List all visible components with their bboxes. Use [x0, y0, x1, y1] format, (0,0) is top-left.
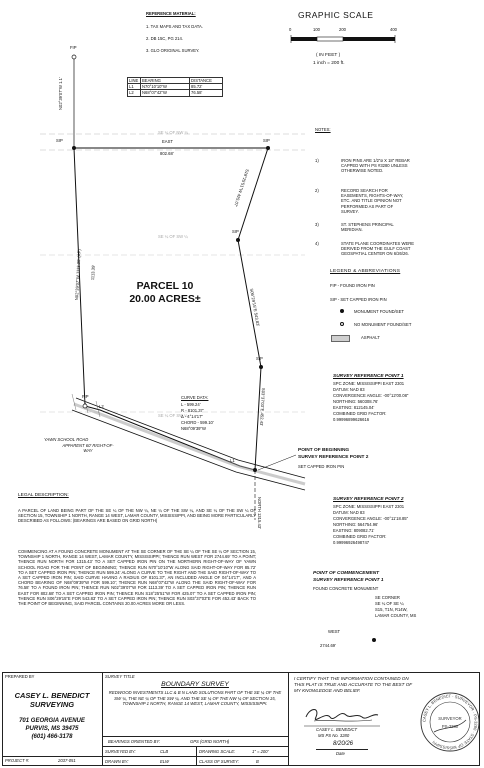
legal-heading: LEGAL DESCRIPTION: [18, 493, 69, 498]
notes-heading: NOTES: [315, 127, 331, 132]
company-sub: SURVEYING [29, 700, 75, 709]
se-corner-label: SE CORNER [375, 595, 400, 600]
srp2-line: SPC ZONE: MISSISSIPPI EAST 2301 [333, 504, 405, 509]
reference-item: 3. GLO ORIGINAL SURVEY. [146, 48, 200, 53]
legend-item: FIP - FOUND IRON PIN [330, 283, 375, 288]
sip-marker [72, 146, 76, 150]
reference-heading: REFERENCE MATERIAL: [146, 11, 196, 16]
srp2-line: DATUM: NAD 83 [333, 510, 365, 515]
date-label: Date [336, 751, 345, 756]
east-distance: 802.68' [160, 151, 174, 156]
bearings-label: BEARINGS ORIENTED BY: [108, 739, 161, 744]
title-divider [196, 746, 197, 766]
fip-marker [83, 404, 87, 408]
legend-item: NO MONUMENT FOUND/SET [354, 322, 412, 327]
note-number: 4) [315, 241, 319, 246]
fip-label: FIP [70, 45, 77, 50]
s18-label: S18°25'51"W 425.07' [233, 168, 250, 208]
fip-marker [72, 55, 76, 59]
survey-description: REDWOOD INVESTMENTS LLC & B N LAND SOLUTIONS PART OF THE SE ¼ OF THE SW ¼, THE NE ¼ OF THE SW ¼, AND THE SE ¼ OF THE NW ¼ OF SECTION 15, TOWNSHIP 1 NORTH, RANGE 14 WEST, LAMAR COUNTY, MISSISSIPPI. [108, 690, 282, 707]
scale-tick: 400 [390, 27, 397, 32]
srp2-line: 0.99996926498747 [333, 540, 370, 545]
sip-marker [236, 238, 240, 242]
section-label: SE ¼ OF NW ¼ [158, 130, 189, 135]
curve-line: N68°09'39"W [181, 426, 206, 431]
sip-label: SIP [56, 138, 63, 143]
seal-ring-text: CASEY L. BENEDICT · SURVEYOR · PS-3280 · STATE OF MISSISSIPPI [421, 693, 479, 751]
north-tie-label: NORTH 1315.43' [257, 497, 262, 529]
note-number: 3) [315, 222, 319, 227]
reference-item: 2. DB 15C, PG 214. [146, 36, 184, 41]
poc-heading-2: SURVEY REFERENCE POINT 1 [313, 578, 384, 583]
drawn-label: DRAWN BY: [105, 759, 129, 764]
prepared-by-label: PREPARED BY [5, 674, 35, 679]
srp1-line: CONVERGENCE ANGLE: -00°12'00.08" [333, 393, 409, 398]
signature-date: 8/20/26 [333, 741, 354, 747]
graphic-scale-title: GRAPHIC SCALE [298, 10, 374, 20]
srp1-line: DATUM: NAD 83 [333, 387, 365, 392]
note-text: IRON PINS ARE 1/2"ø X 18" REBAR CAPPED WITH PS #3280 UNLESS OTHERWISE NOTED. [341, 158, 410, 174]
title-divider [102, 736, 288, 737]
surveyor-name: CASEY L. BENEDICT [316, 727, 358, 732]
west-distance: 2744.69' [320, 643, 336, 648]
line-table-cell: 76.58' [190, 90, 223, 96]
pob-leader [258, 455, 296, 470]
l2-label: L2 [99, 404, 104, 409]
line-table-header: BEARING [141, 78, 190, 84]
note-text: ST. STEPHENS PRINCIPAL MERIDIAN. [341, 222, 394, 233]
srp1-line: COMBINED GRID FACTOR: [333, 411, 387, 416]
line-table-header: DISTANCE [190, 78, 223, 84]
n02-top-label: N02°39'07"W 1.1' [58, 77, 63, 110]
company-phone: (601) 466-3178 [31, 734, 73, 740]
reference-item: 1. TAX MAPS AND TAX DATA. [146, 24, 204, 29]
title-divider [102, 672, 103, 766]
sip-label: SIP [256, 356, 263, 361]
company-address-2: PURVIS, MS 39475 [25, 726, 79, 732]
legend-item: SIP - SET CAPPED IRON PIN [330, 297, 387, 302]
srp1-line: NORTHING: 560308.76' [333, 399, 379, 404]
title-divider [288, 672, 289, 766]
poc-sub: FOUND CONCRETE MONUMENT [313, 586, 379, 591]
section-label: SE ¼ OF SW ¼ [158, 234, 188, 239]
pob-heading-2: SURVEY REFERENCE POINT 2 [298, 455, 369, 460]
section-label: SE ¼ OF SW ¼ [158, 413, 188, 418]
parcel-area: 20.00 ACRES± [129, 293, 201, 305]
surveyor-signature [300, 703, 382, 729]
legal-paragraph-2: COMMENCING AT A FOUND CONCRETE MONUMENT AT THE SE CORNER OF THE SE ¼ OF THE SE ¼ OF SECTION 15, TOWNSHIP 1 NORTH, RANGE 14 WEST, LAMAR COUNTY, MISSISSIPPI; THENCE RUN WEST FOR 2744.69' TO A POINT; THENCE RUN NORTH FOR 1315.43' TO A SET CAPPED IRON PIN ON THE NORTHERN RIGHT-OF-WAY OF YAWN SCHOOL ROAD FOR THE POINT OF BEGINNING; THENCE RUN N70°10'10"W ALONG SAID RIGHT-OF-WAY FOR 85.72' TO A SET CAPPED IRON PIN; THENCE RUN 599.24' ALONG A CURVE TO THE RIGHT AND THE SAID RIGHT-OF-WAY TO A SET CAPPED IRON PIN; SAID CURVE HAVING A RADIUS OF 8101.37', AN INCLUDED ANGLE OF 04°14'17", AND A CHORD BEARING OF N68°09'39"W FOR 599.10'; THENCE RUN N68°07'42"W ALONG THE SAID RIGHT-OF-WAY FOR 76.58' TO A FOUND IRON PIN; THENCE RUN N02°39'07"W FOR 1113.39' TO A SET CAPPED IRON PIN; THENCE RUN EAST FOR 802.68' TO A SET CAPPED IRON PIN; THENCE RUN S18°25'51"W FOR 425.07' TO A SET CAPPED IRON PIN; THENCE RUN S06°29'15"E FOR 543.83' TO A SET CAPPED IRON PIN; THENCE RUN S03°37'03"E FOR 452.43' BACK TO THE POINT OF BEGINNING, SAID PARCEL CONTAINS 20.00 ACRES MORE OR LESS. [18, 549, 256, 607]
pob-marker [253, 468, 257, 472]
se-corner-label: LAMAR COUNTY, MS [375, 613, 417, 618]
line-table-cell: N68°07'42"W [141, 90, 190, 96]
surveyor-ps: MS PS No. 3280 [318, 733, 350, 738]
pob-heading: POINT OF BEGINNING [298, 448, 350, 453]
road-name: YAWN SCHOOL ROAD [44, 437, 89, 442]
drawn-value: ELW [160, 759, 169, 764]
se-corner-label: SE ¼ OF SE ¼ [375, 601, 404, 606]
srp2-line: COMBINED GRID FACTOR: [333, 534, 387, 539]
parcel-title: PARCEL 10 [136, 280, 194, 292]
scale-value: 1" = 200' [252, 749, 269, 754]
curve-line: Δ - 4°14'17" [181, 414, 203, 419]
scale-label: DRAWING SCALE: [199, 749, 236, 754]
note-text: STATE PLANE COORDINATES WERE DERIVED FROM THE GULF COAST GEOSPATIAL CENTER ON 6/26/26. [341, 241, 415, 257]
company-address-1: 701 GEORGIA AVENUE [19, 718, 85, 724]
srp1-heading: SURVEY REFERENCE POINT 1 [333, 374, 404, 379]
road-row: APPARENT 60' RIGHT-OF-WAY [62, 443, 114, 454]
title-divider [102, 746, 288, 747]
company-name: CASEY L. BENEDICT [14, 691, 90, 700]
pob-sub: SET CAPPED IRON PIN [298, 464, 345, 469]
survey-title: BOUNDARY SURVEY [161, 681, 229, 688]
sip-label: SIP [232, 229, 239, 234]
line-table-cell: N70°10'10"W [141, 84, 190, 90]
sip-label: SIP [263, 138, 270, 143]
surveyed-value: CLB [160, 749, 169, 754]
scale-ratio: 1 inch = 200 ft. [313, 61, 345, 66]
curve-line: L - 599.24' [181, 402, 201, 407]
poc-heading: POINT OF COMMENCEMENT [313, 571, 380, 576]
line-table-cell: L2 [128, 90, 141, 96]
srp2-line: CONVERGENCE ANGLE: -00°11'18.85" [333, 516, 409, 521]
class-value: B [256, 759, 259, 764]
poc-marker-icon [372, 638, 376, 642]
n02-distance-label: 1113.39' [90, 264, 96, 281]
n02-bearing-label: N02°39'07"W 1113.39' (AP) [74, 249, 82, 301]
sip-marker [266, 146, 270, 150]
project-label: PROJECT #: [5, 758, 30, 763]
line-table-header: LINE [128, 78, 141, 84]
sip-marker [259, 365, 263, 369]
srp1-line: 0.99996899626616 [333, 417, 370, 422]
seal-role: SURVEYOR [438, 716, 462, 721]
line-table-cell: 85.72' [190, 84, 223, 90]
surveyor-seal [420, 680, 482, 764]
scale-tick: 0 [289, 27, 292, 32]
curve-line: R - 8101.37' [181, 408, 204, 413]
west-label: WEST [328, 629, 341, 634]
s03-label: S03°37'03"E 452.43' [259, 387, 266, 427]
srp2-line: EASTING: 809082.71' [333, 528, 375, 533]
scale-unit: ( IN FEET ) [316, 53, 341, 58]
fip-label: FIP [82, 394, 89, 399]
note-number: 2) [315, 188, 319, 193]
legend-heading: LEGEND & ABBREVIATIONS [330, 269, 401, 274]
srp2-line: NORTHING: 564754.96' [333, 522, 379, 527]
legal-paragraph-1: A PARCEL OF LAND BEING PART OF THE SE ¼ OF THE NW ¼, NE ¼ OF THE SW ¼, AND SE ¼ OF THE SW ¼ OF SECTION 15, TOWNSHIP 1 NORTH, RANGE 14 WEST, LAMAR COUNTY, MISSISSIPPI, AND BEING MORE PARTICULARLY DESCRIBED AS FOLLOWS: (BEARINGS ARE BASED ON GRID NORTH) [18, 508, 256, 524]
legend-item: MONUMENT FOUND/SET [354, 309, 404, 314]
certification-statement: I CERTIFY THAT THE INFORMATION CONTAINED ON THIS PLAT IS TRUE AND ACCURATE TO THE BEST OF MY KNOWLEDGE AND BELIEF. [294, 676, 413, 693]
date-underline [316, 749, 368, 750]
l1-label: L1 [230, 458, 235, 463]
east-label: EAST [162, 139, 173, 144]
bearings-value: GPS (GRID NORTH) [190, 739, 230, 744]
title-divider [102, 756, 288, 757]
srp1-line: EASTING: 812145.04' [333, 405, 375, 410]
se-corner-label: S15, T1N, R14W, [375, 607, 408, 612]
survey-title-label: SURVEY TITLE [105, 674, 135, 679]
title-divider [2, 756, 102, 757]
class-label: CLASS OF SURVEY: [199, 759, 239, 764]
scale-tick: 200 [339, 27, 346, 32]
srp1-line: SPC ZONE: MISSISSIPPI EAST 2301 [333, 381, 405, 386]
srp2-heading: SURVEY REFERENCE POINT 2 [333, 497, 404, 502]
note-text: RECORD SEARCH FOR EASEMENTS, RIGHTS-OF-WAY, ETC. AND TITLE OPINION NOT PERFORMED AS PART OF SURVEY. [341, 188, 404, 214]
line-table-cell: L1 [128, 84, 141, 90]
s06-label: S06°29'15"E 543.83' [249, 288, 261, 327]
curve-heading: CURVE DATA: [181, 395, 209, 400]
project-number: 2037-051 [58, 758, 76, 763]
seal-ps: PS-3280 [441, 724, 459, 729]
legend-item: ASPHALT [361, 335, 380, 340]
note-number: 1) [315, 158, 319, 163]
surveyed-label: SURVEYED BY: [105, 749, 136, 754]
scale-tick: 100 [313, 27, 320, 32]
curve-line: CHORD - 599.10' [181, 420, 214, 425]
